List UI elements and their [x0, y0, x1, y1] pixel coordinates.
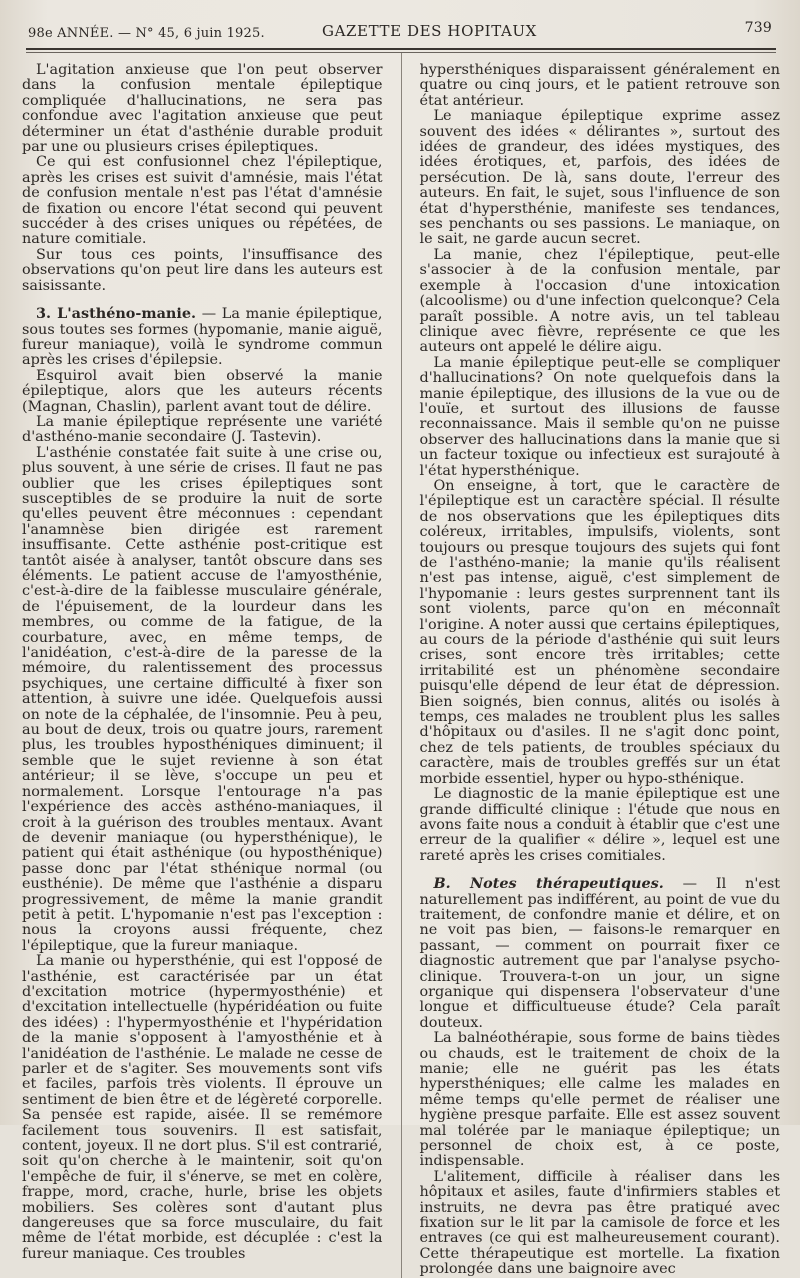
paragraph: La manie épileptique peut-elle se compliquer d'hallucinations? On note quelquefois dans la manie épileptique, des illusions de la vue ou de l'ouïe, et surtout des illusions de fausse reconnaissance. Mais il semble qu'on ne puisse observer des hallucinations dans la manie que si un facteur toxique ou infectieux est surajouté à l'état hypersthénique. [419, 354, 780, 479]
running-header [22, 14, 780, 44]
issue-info: 98e ANNÉE. — N° 45, 6 juin 1925. [28, 26, 265, 41]
header-rule [26, 48, 776, 50]
paragraph: La manie épileptique représente une variété d'asthéno-manie secondaire (J. Tastevin). [22, 413, 383, 446]
paragraph: L'asthénie constatée fait suite à une crise ou, plus souvent, à une série de crises. Il faut ne pas oublier que les crises épileptiques sont susceptibles de se produire la nuit de sorte qu'elles peuvent être méconnues : cependant l'anamnèse bien dirigée est rarement insuffisante. Cette asthénie post-critique est tantôt aisée à analyser, tantôt obscure dans ses éléments. Le patient accuse de l'amyosthénie, c'est-à-dire de la faiblesse musculaire générale, de l'épuisement, de la lourdeur dans les membres, ou comme de la fatigue, de la courbature, avec, en même temps, de l'anidéation, c'est-à-dire de la paresse de la mémoire, du ralentissement des processus psychiques, une certaine difficulté à fixer son attention, à suivre une idée. Quelquefois aussi on note de la céphalée, de l'insomnie. Peu à peu, au bout de deux, trois ou quatre jours, rarement plus, les troubles hyposthéniques diminuent; il semble que le sujet revienne à son état antérieur; il se lève, s'occupe un peu et normalement. Lorsque l'entourage n'a pas l'expérience des accès asthéno-maniaques, il croit à la guérison des troubles mentaux. Avant de devenir maniaque (ou hypersthénique), le patient qui était asthénique (ou hyposthénique) passe donc par l'état sthénique normal (ou eusthénie). De même que l'asthénie a disparu progressivement, de même la manie grandit petit à petit. L'hypomanie n'est pas l'exception : nous la croyons aussi fréquente, chez l'épileptique, que la fureur maniaque. [22, 444, 383, 954]
page-number: 739 [744, 20, 772, 36]
paragraph: Le maniaque épileptique exprime assez souvent des idées « délirantes », surtout des idées de grandeur, des idées mystiques, des idées érotiques, et, parfois, des idées de persécution. De là, sans doute, l'erreur des auteurs. En fait, le sujet, sous l'influence de son état d'hypersthénie, manifeste ses tendances, ses penchants ou ses passions. Le maniaque, on le sait, ne garde aucun secret. [419, 108, 780, 248]
paragraph: On enseigne, à tort, que le caractère de l'épileptique est un caractère spécial. Il résulte de nos observations que les épileptiques dits coléreux, irritables, impulsifs, violents, sont toujours ou presque toujours des sujets qui font de l'asthéno-manie; la manie qu'ils réalisent n'est pas intense, aiguë, c'est simplement de l'hypomanie : leurs gestes surprennent tant ils sont violents, parce qu'on en méconnaît l'origine. A noter aussi que certains épileptiques, au cours de la période d'asthénie qui suit leurs crises, sont encore très irritables; cette irritabilité est un phénomène secondaire puisqu'elle dépend de leur état de dépression. Bien soignés, bien connus, alités ou isolés à temps, ces malades ne troublent plus les salles d'hôpitaux ou d'asiles. Il ne s'agit donc point, chez de tels patients, de troubles spéciaux du caractère, mais de troubles greffés sur un état morbide essentiel, hyper ou hypo-sthénique. [419, 477, 780, 787]
section-text: — Il n'est naturellement pas indifférent, au point de vue du traitement, de confondre manie et délire, et on ne voit pas bien, — faisons-le remarquer en passant, — comment on pourrait fixer ce diagnostic autrement que par l'analyse psycho-clinique. Trouvera-t-on un jour, un signe organique qui dispensera l'observateur d'une longue et difficultueuse étude? Cela paraît douteux. [419, 876, 780, 1031]
paragraph: Esquirol avait bien observé la manie épileptique, alors que les auteurs récents (Magnan, Chaslin), parlent avant tout de délire. [22, 367, 383, 415]
journal-title: GAZETTE DES HOPITAUX [322, 22, 537, 40]
text-columns [22, 63, 780, 1278]
paragraph: L'alitement, difficile à réaliser dans les hôpitaux et asiles, faute d'infirmiers stables et instruits, ne devra pas être pratiqué avec fixation sur le lit par la camisole de force et les entraves (ce qui est malheureusement courant). Cette thérapeutique est mortelle. La fixation prolongée dans une baignoire avec [419, 1168, 780, 1278]
section-paragraph [420, 876, 781, 1031]
paragraph: L'agitation anxieuse que l'on peut observer dans la confusion mentale épileptique compliquée d'hallucinations, ne sera pas confondue avec l'agitation anxieuse que peut déterminer un état d'asthénie durable produit par une ou plusieurs crises épileptiques. [22, 62, 383, 156]
paragraph: La manie ou hypersthénie, qui est l'opposé de l'asthénie, est caractérisée par un état d'excitation motrice (hypermyosthénie) et d'excitation intellectuelle (hypéridéation ou fuite des idées) : l'hypermyosthénie et l'hypéridation de la manie s'opposent à l'amyosthénie et à l'anidéation de l'asthénie. Le malade ne cesse de parler et de s'agiter. Ses mouvements sont vifs et faciles, parfois très violents. Il éprouve un sentiment de bien être et de légèreté corporelle. Sa pensée est rapide, aisée. Il se remémore facilement tous souvenirs. Il est satisfait, content, joyeux. Il ne dort plus. S'il est contrarié, soit qu'on cherche à le maintenir, soit qu'on l'empêche de fuir, il s'énerve, se met en colère, frappe, mord, crache, hurle, brise les objets mobiliers. Ses colères sont d'autant plus dangereuses que sa force musculaire, du fait même de l'état morbide, est décuplée : c'est la fureur maniaque. Ces troubles [22, 953, 383, 1262]
paragraph: Ce qui est confusionnel chez l'épileptique, après les crises est suivit d'amnésie, mais l'état de confusion mentale n'est pas l'état d'amnésie de fixation ou encore l'état second qui peuvent succéder à des crises uniques ou répétées, de nature comitiale. [22, 154, 383, 248]
section-paragraph [22, 306, 383, 369]
right-column [420, 63, 781, 1278]
section-heading: 3. L'asthéno-manie. [36, 305, 197, 323]
paragraph: hypersthéniques disparaissent généralement en quatre ou cinq jours, et le patient retrouve son état antérieur. [419, 62, 780, 109]
paragraph: Sur tous ces points, l'insuffisance des observations qu'on peut lire dans les auteurs est saisissante. [22, 246, 383, 294]
left-column [22, 63, 383, 1278]
paragraph: La manie, chez l'épileptique, peut-elle s'associer à de la confusion mentale, par exemple à l'occasion d'une intoxication (alcoolisme) ou d'une infection quelconque? Cela paraît possible. A notre avis, un tel tableau clinique avec fièvre, représente ce que les auteurs ont appelé le délire aigu. [419, 246, 780, 356]
paragraph: La balnéothérapie, sous forme de bains tièdes ou chauds, est le traitement de choix de la manie; elle ne guérit pas les états hypersthéniques; elle calme les malades en même temps qu'elle permet de réaliser une hygiène presque parfaite. Elle est assez souvent mal tolérée par le maniaque épileptique; un personnel de choix est, à ce poste, indispensable. [419, 1030, 780, 1170]
section-text: — La manie épileptique, sous toutes ses formes (hypomanie, manie aiguë, fureur maniaque), voilà le syndrome commun après les crises d'épilepsie. [22, 306, 383, 369]
paragraph: Le diagnostic de la manie épileptique est une grande difficulté clinique : l'étude que nous en avons faite nous a conduit à établir que c'est une erreur de la qualifier « délire », lequel est une rareté après les crises comitiales. [419, 786, 780, 864]
column-divider [401, 53, 402, 1278]
section-heading: B. Notes thérapeutiques. [433, 875, 664, 893]
